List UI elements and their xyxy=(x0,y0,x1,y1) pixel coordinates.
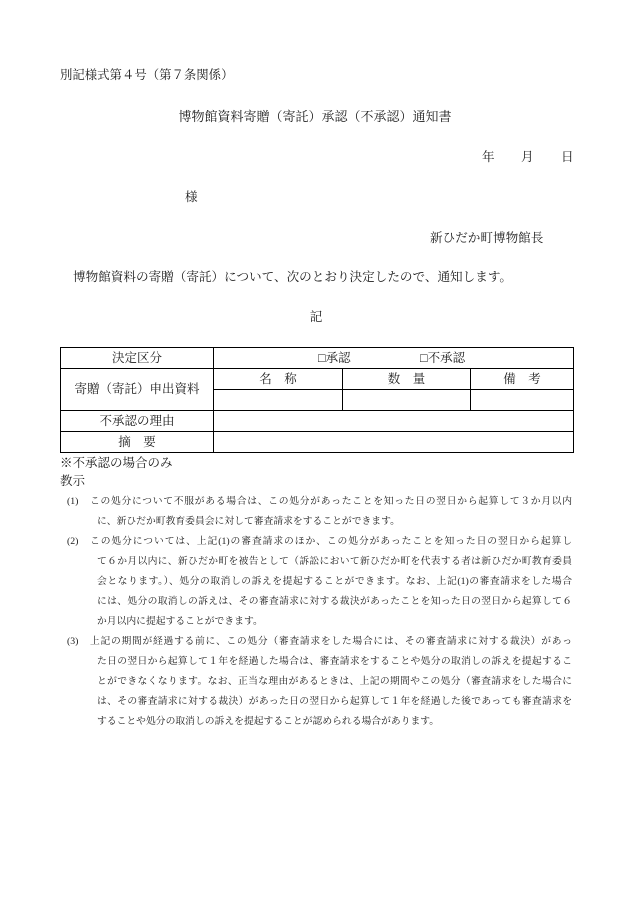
form-number-label: 別記様式第４号（第７条関係） xyxy=(60,68,234,82)
addressee-honorific: 様 xyxy=(185,190,198,204)
materials-header-row xyxy=(61,369,574,390)
date-month-label: 月 xyxy=(521,150,534,164)
instructions-heading: 教示 xyxy=(60,474,86,488)
summary-value-cell xyxy=(214,432,574,453)
instruction-marker: (3) xyxy=(67,636,79,647)
approve-option xyxy=(318,349,351,368)
decision-label-cell: 決定区分 xyxy=(61,348,214,369)
instructions-section xyxy=(0,492,630,732)
instruction-line: この処分については、上記(1)の審査請求のほか、この処分があったことを知った日の翌日から起算し xyxy=(90,536,572,547)
instruction-line: か月以内に提起することができます。 xyxy=(97,616,263,627)
instruction-line: 上記の期間が経過する前に、この処分（審査請求をした場合には、その審査請求に対する裁決）があっ xyxy=(90,636,572,647)
material-name-cell xyxy=(214,390,343,411)
decision-row xyxy=(61,348,574,369)
document-title: 博物館資料寄贈（寄託）承認（不承認）通知書 xyxy=(178,109,452,124)
checkbox-icon: □ xyxy=(420,350,428,365)
summary-label-cell: 摘 要 xyxy=(61,432,214,453)
date-year-label: 年 xyxy=(482,150,495,164)
disapproval-only-note: ※不承認の場合のみ xyxy=(60,456,173,470)
materials-label-cell: 寄贈（寄託）申出資料 xyxy=(61,369,214,411)
material-remarks-header: 備 考 xyxy=(471,369,574,390)
material-quantity-header: 数 量 xyxy=(343,369,471,390)
approve-option-label: 承認 xyxy=(325,350,351,365)
instruction-line: に、新ひだか町教育委員会に対して審査請求をすることができます。 xyxy=(97,516,400,527)
instruction-line: 会となります。）、処分の取消しの訴えを提起することができます。なお、上記(1)の審査請求をした場合 xyxy=(97,576,572,587)
instruction-item xyxy=(0,532,630,632)
material-remarks-cell xyxy=(471,390,574,411)
material-name-header: 名 称 xyxy=(214,369,343,390)
instruction-line: には、処分の取消しの訴えは、その審査請求に対する裁決があったことを知った日の翌日から起算して６ xyxy=(97,596,572,607)
notice-body-text: 博物館資料の寄贈（寄託）について、次のとおり決定したので、通知します。 xyxy=(73,270,513,284)
sender-name: 新ひだか町博物館長 xyxy=(430,231,544,245)
date-day-label: 日 xyxy=(561,150,574,164)
instruction-item xyxy=(0,492,630,532)
instruction-line: は、その審査請求に対する裁決）があった日の翌日から起算して１年を経過した後であっても審査請求を xyxy=(97,696,572,707)
reason-label-cell: 不承認の理由 xyxy=(61,411,214,432)
instruction-line: て６か月以内に、新ひだか町を被告として（訴訟において新ひだか町を代表する者は新ひだか町教育委員 xyxy=(97,556,572,567)
instruction-line: た日の翌日から起算して１年を経過した場合は、審査請求をすることや処分の取消しの訴えを提起するこ xyxy=(97,656,572,667)
reason-row xyxy=(61,411,574,432)
material-quantity-cell xyxy=(343,390,471,411)
instruction-marker: (2) xyxy=(67,536,79,547)
disapprove-option-label: 不承認 xyxy=(427,350,466,365)
instruction-line: とができなくなります。なお、正当な理由があるときは、上記の期間やこの処分（審査請求をした場合に xyxy=(97,676,572,687)
decision-options-cell xyxy=(214,348,574,369)
record-heading: 記 xyxy=(309,310,323,324)
instruction-line: この処分について不服がある場合は、この処分があったことを知った日の翌日から起算して３か月以内 xyxy=(90,496,572,507)
instruction-line: することや処分の取消しの訴えを提起することが認められる場合があります。 xyxy=(97,716,440,727)
checkbox-icon: □ xyxy=(318,350,326,365)
summary-row xyxy=(61,432,574,453)
reason-value-cell xyxy=(214,411,574,432)
instruction-item xyxy=(0,632,630,732)
instruction-marker: (1) xyxy=(67,496,79,507)
decision-table xyxy=(60,347,574,453)
disapprove-option xyxy=(420,349,465,368)
